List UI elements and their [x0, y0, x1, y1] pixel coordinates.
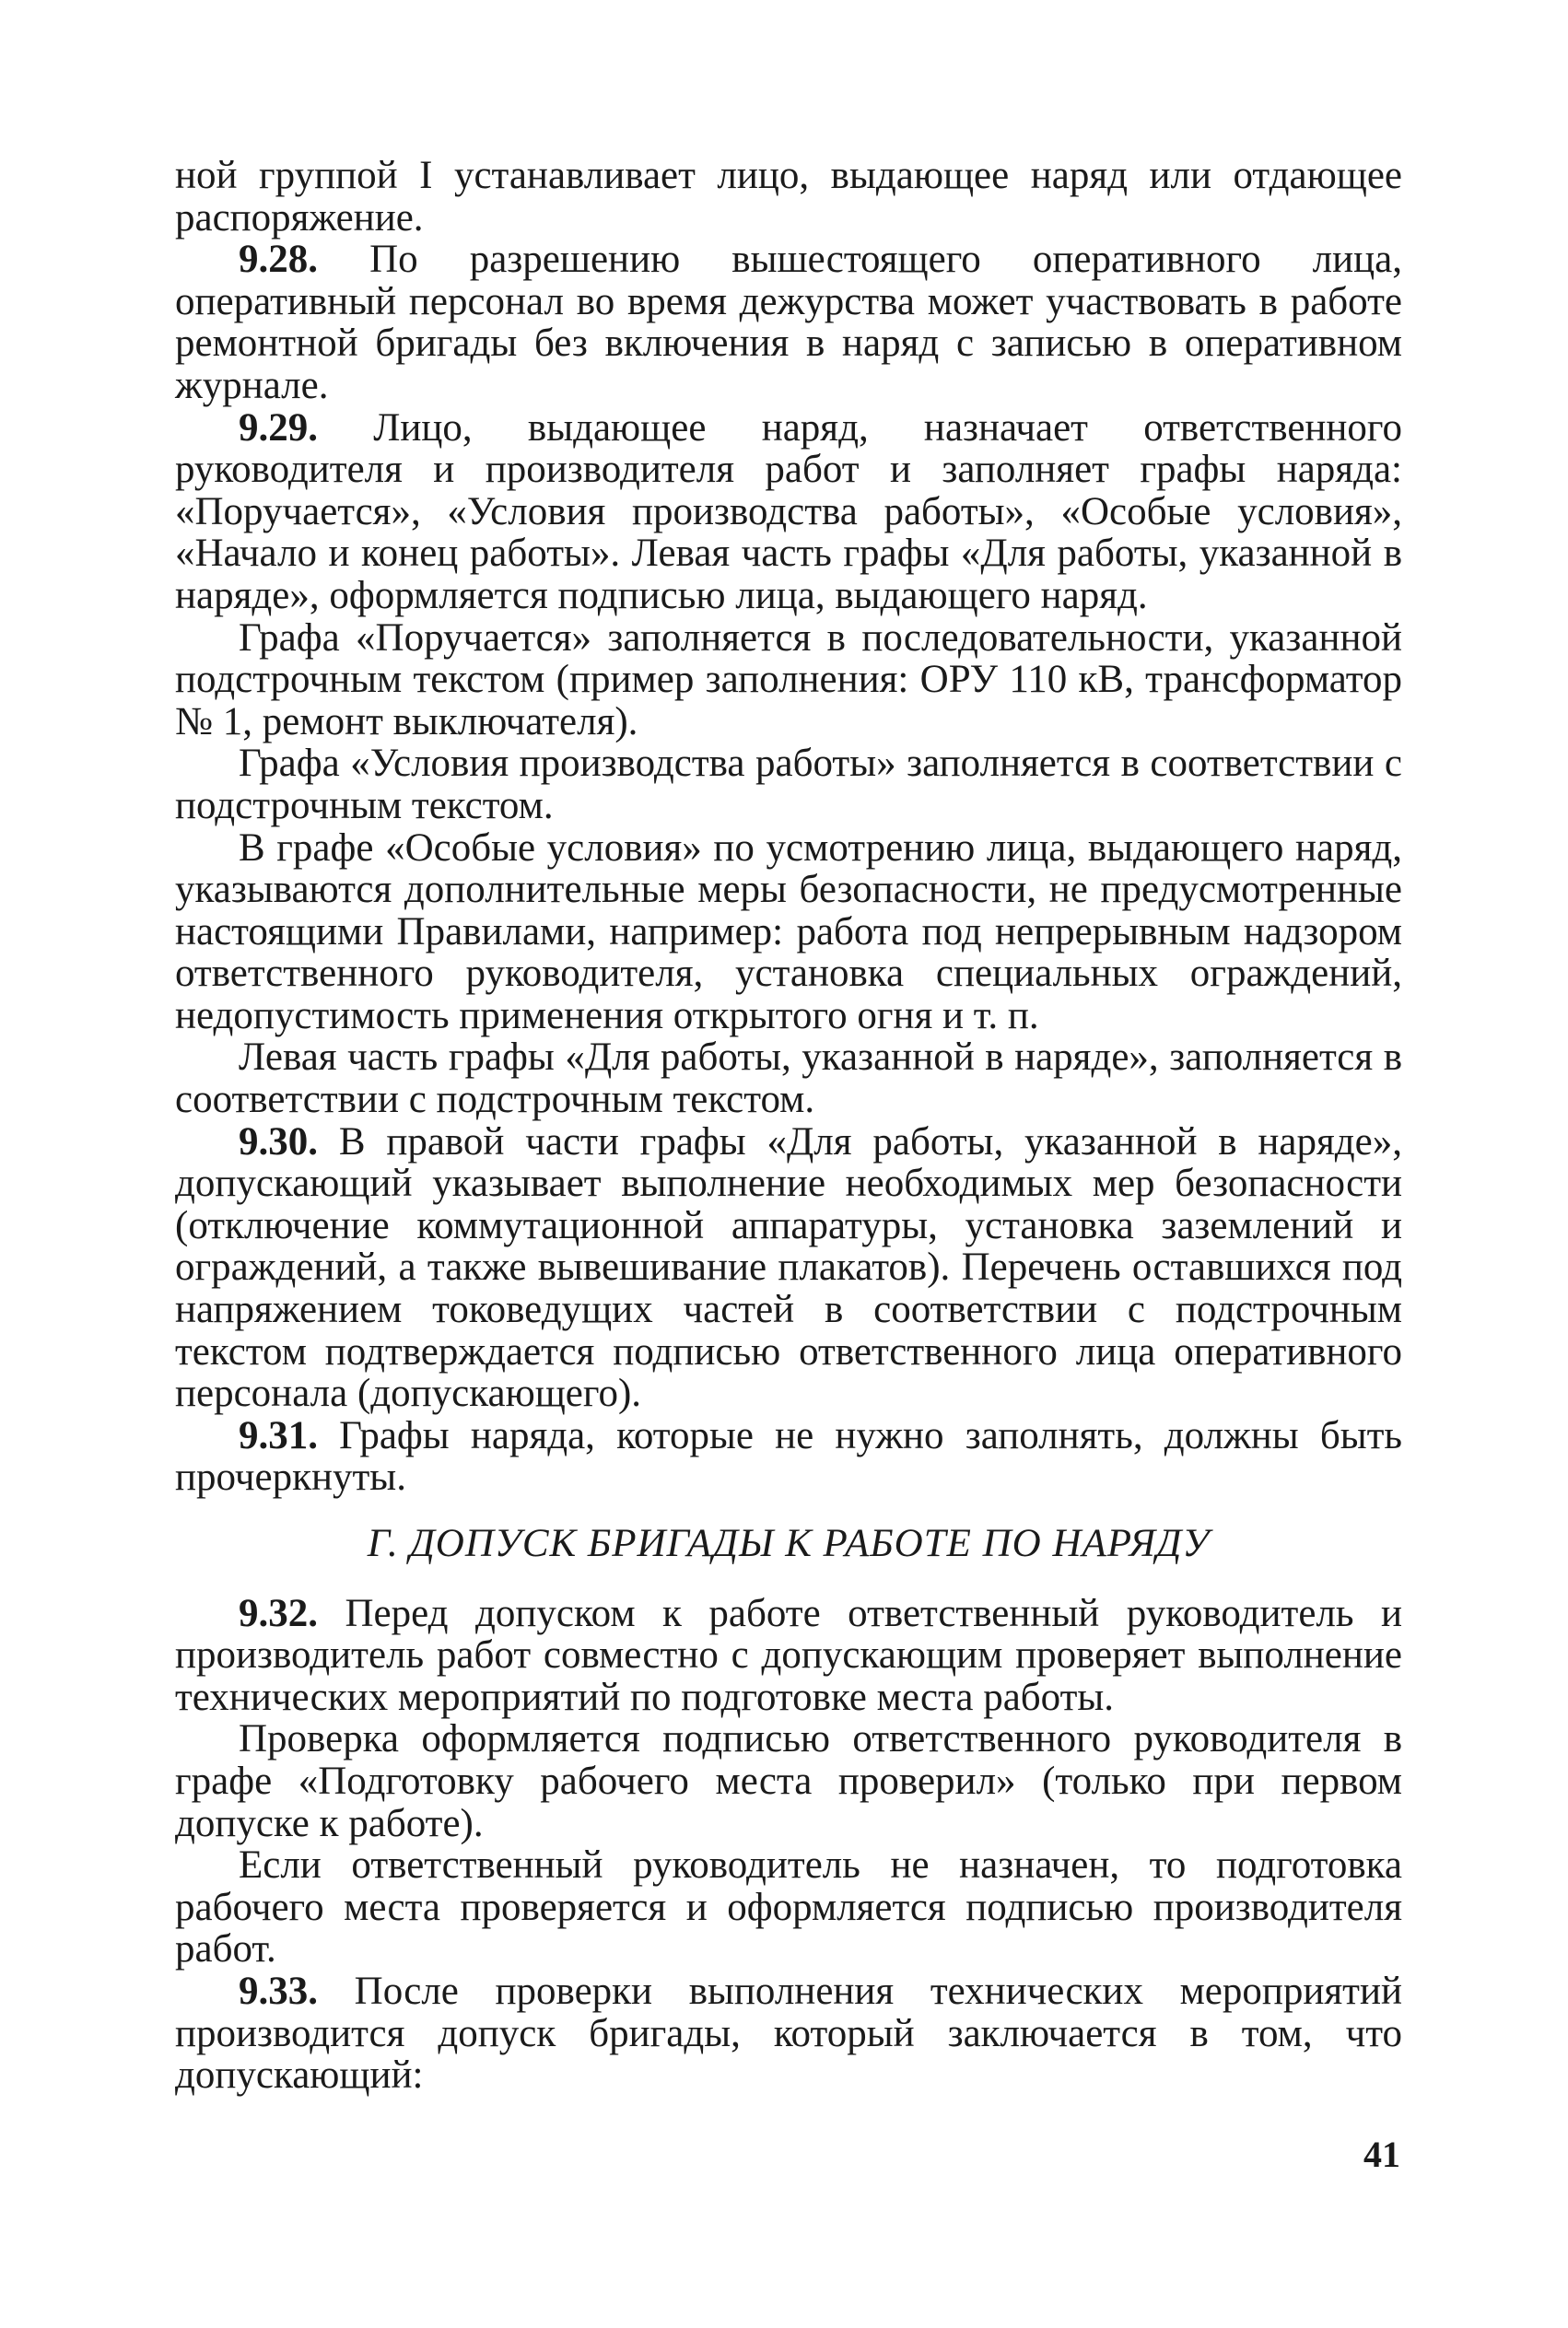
paragraph-text: В графе «Особые условия» по усмотрению лица, выдающего наряд, указываются дополнительные меры безопасности, не предусмотренные настоящими Правилами, например: работа под непрерывным надзором ответственного руководителя, установка специальных ограждений, недопустимость применения открытого огня и т. п.: [175, 825, 1402, 1037]
paragraph-9-31: [175, 1415, 1402, 1499]
paragraph-text: Графы наряда, которые не нужно заполнять, должны быть прочеркнуты.: [175, 1413, 1402, 1500]
clause-number: 9.29.: [239, 405, 318, 450]
paragraph-levaya-chast: [175, 1036, 1402, 1120]
paragraph-text: Графа «Поручается» заполняется в последовательности, указанной подстрочным текстом (пример заполнения: ОРУ 110 кВ, трансформатор № 1, ремонт выключателя).: [175, 615, 1402, 743]
page-number: 41: [1363, 2134, 1400, 2175]
clause-number: 9.28.: [239, 238, 318, 282]
paragraph-text: После проверки выполнения технических мероприятий производится допуск бригады, который заключается в том, что допускающий:: [175, 1969, 1402, 2098]
paragraph-text: Если ответственный руководитель не назначен, то подготовка рабочего места проверяется и оформляется подписью производителя работ.: [175, 1843, 1402, 1971]
paragraph-proverka: [175, 1718, 1402, 1844]
paragraph-text: ной группой I устанавливает лицо, выдающее наряд или отдающее распоряжение.: [175, 154, 1402, 240]
clause-number: 9.31.: [239, 1413, 318, 1457]
clause-number: 9.32.: [239, 1591, 318, 1635]
section-heading: Г. ДОПУСК БРИГАДЫ К РАБОТЕ ПО НАРЯДУ: [367, 1522, 1211, 1565]
paragraph-9-28: [175, 239, 1402, 406]
paragraph-esli: [175, 1844, 1402, 1971]
paragraph-text: Графа «Условия производства работы» заполняется в соответствии с подстрочным текстом.: [175, 742, 1402, 827]
page-body: [175, 155, 1402, 2097]
paragraph-text: В правой части графы «Для работы, указанной в наряде», допускающий указывает выполнение необходимых мер безопасности (отключение коммутационной аппаратуры, установка заземлений и ограждений, а также вывешивание плакатов). Перечень оставшихся под напряжением токоведущих частей в соответствии с подстрочным текстом подтверждается подписью ответственного лица оперативного персонала (допускающего).: [175, 1119, 1402, 1416]
paragraph-text: По разрешению вышестоящего оперативного лица, оперативный персонал во время дежурства может участвовать в работе ремонтной бригады без включения в наряд с записью в оперативном журнале.: [175, 238, 1402, 407]
paragraph-9-32: [175, 1593, 1402, 1719]
paragraph-text: Проверка оформляется подписью ответственного руководителя в графе «Подготовку рабочего места проверил» (только при первом допуске к работе).: [175, 1717, 1402, 1845]
paragraph-text: Лицо, выдающее наряд, назначает ответственного руководителя и производителя работ и заполняет графы наряда: «Поручается», «Условия производства работы», «Особые условия», «Начало и конец работы». Левая часть графы «Для работы, указанной в наряде», оформляется подписью лица, выдающего наряд.: [175, 405, 1402, 617]
clause-number: 9.33.: [239, 1969, 318, 2013]
paragraph-9-33: [175, 1971, 1402, 2097]
paragraph-usloviya: [175, 743, 1402, 826]
paragraph-text: Перед допуском к работе ответственный руководитель и производитель работ совместно с допускающим проверяет выполнение технических мероприятий по подготовке места работы.: [175, 1591, 1402, 1719]
paragraph-continuation: [175, 155, 1402, 239]
paragraph-osobye-usloviya: [175, 827, 1402, 1037]
paragraph-9-30: [175, 1121, 1402, 1415]
paragraph-poruchaetsya: [175, 617, 1402, 743]
paragraph-text: Левая часть графы «Для работы, указанной в наряде», заполняется в соответствии с подстрочным текстом.: [175, 1035, 1402, 1122]
paragraph-9-29: [175, 407, 1402, 617]
clause-number: 9.30.: [239, 1119, 318, 1164]
